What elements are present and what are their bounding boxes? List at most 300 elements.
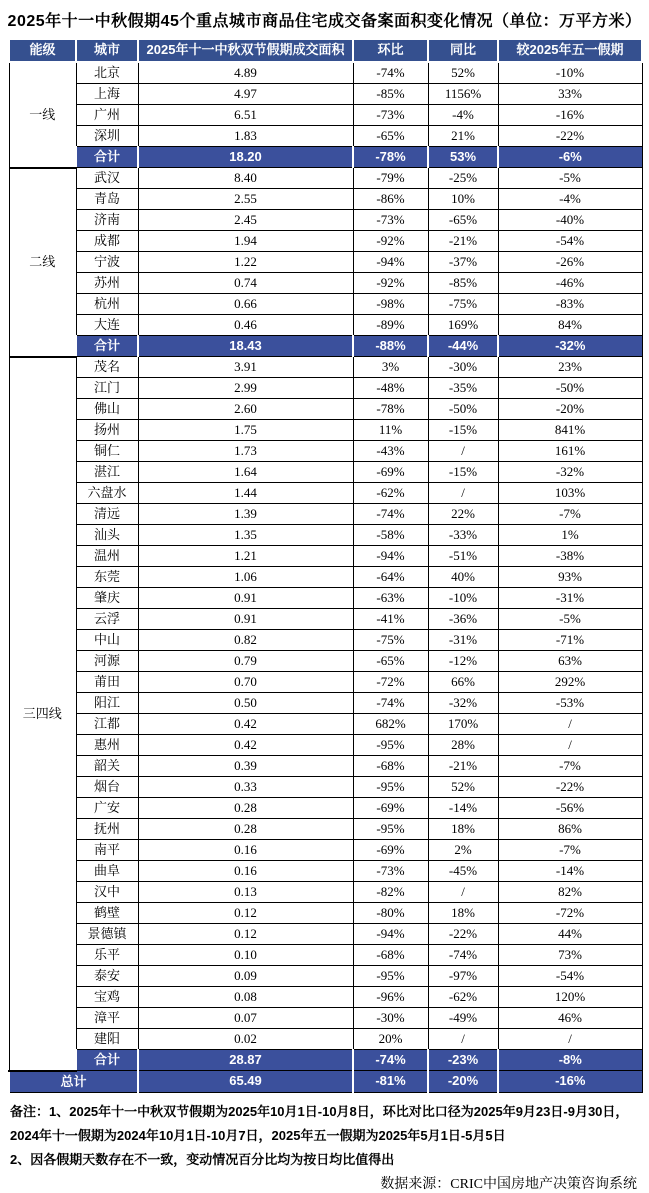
area-cell: 2.55 [138, 189, 353, 210]
area-cell: 0.28 [138, 798, 353, 819]
area-cell: 0.79 [138, 651, 353, 672]
footnotes [10, 1100, 641, 1172]
area-cell: 2.45 [138, 210, 353, 231]
tier-cell: 三四线 [9, 357, 76, 1071]
area-cell: 1.22 [138, 252, 353, 273]
yoy-cell: -15% [428, 462, 498, 483]
table-row [9, 483, 642, 504]
area-cell: 0.10 [138, 945, 353, 966]
header-mom: 环比 [353, 39, 428, 62]
footnote-line: 2、因各假期天数存在不一致，变动情况百分比均为按日均比值得出 [10, 1151, 395, 1167]
data-table [8, 38, 643, 1093]
vs-may-cell: / [498, 735, 642, 756]
mom-cell: -94% [353, 252, 428, 273]
yoy-cell: 21% [428, 126, 498, 147]
city-cell: 深圳 [76, 126, 138, 147]
page-title: 2025年十一中秋假期45个重点城市商品住宅成交备案面积变化情况（单位：万平方米） [7, 13, 642, 30]
table-row [9, 546, 642, 567]
table-row [9, 798, 642, 819]
yoy-cell: 52% [428, 777, 498, 798]
vs-may-cell: -20% [498, 399, 642, 420]
table-body [9, 62, 642, 1092]
yoy-cell: -85% [428, 273, 498, 294]
area-cell: 0.91 [138, 588, 353, 609]
footnote-line: 2024年十一假期为2024年10月1日-10月7日，2025年五一假期为2025年5月1日-5月5日 [10, 1127, 506, 1143]
table-row [9, 777, 642, 798]
vs-may-cell: -14% [498, 861, 642, 882]
area-cell: 1.75 [138, 420, 353, 441]
city-cell: 云浮 [76, 609, 138, 630]
header-vs-may: 较2025年五一假期 [498, 39, 642, 62]
subtotal-row [9, 336, 642, 357]
yoy-cell: 18% [428, 903, 498, 924]
mom-cell: -74% [353, 504, 428, 525]
vs-may-cell: 103% [498, 483, 642, 504]
vs-may-cell: -72% [498, 903, 642, 924]
yoy-cell: -15% [428, 420, 498, 441]
mom-cell: -95% [353, 819, 428, 840]
vs-may-cell: 63% [498, 651, 642, 672]
city-cell: 佛山 [76, 399, 138, 420]
total-mom-cell: -81% [353, 1071, 428, 1093]
table-row [9, 567, 642, 588]
mom-cell: -58% [353, 525, 428, 546]
area-cell: 0.70 [138, 672, 353, 693]
mom-cell: -95% [353, 777, 428, 798]
table-row [9, 1029, 642, 1050]
table-row [9, 62, 642, 84]
yoy-cell: / [428, 483, 498, 504]
table-row [9, 252, 642, 273]
area-cell: 0.91 [138, 609, 353, 630]
header-row [9, 39, 642, 62]
vs-may-cell: / [498, 1029, 642, 1050]
mom-cell: -69% [353, 840, 428, 861]
city-cell: 大连 [76, 315, 138, 336]
mom-cell: -73% [353, 861, 428, 882]
yoy-cell: 40% [428, 567, 498, 588]
mom-cell: -98% [353, 294, 428, 315]
mom-cell: -72% [353, 672, 428, 693]
subtotal-vs-may-cell: -6% [498, 147, 642, 168]
table-row [9, 609, 642, 630]
mom-cell: -92% [353, 231, 428, 252]
yoy-cell: -32% [428, 693, 498, 714]
vs-may-cell: 82% [498, 882, 642, 903]
subtotal-label-cell: 合计 [76, 336, 138, 357]
table-row [9, 168, 642, 189]
vs-may-cell: -53% [498, 693, 642, 714]
yoy-cell: -14% [428, 798, 498, 819]
city-cell: 汉中 [76, 882, 138, 903]
area-cell: 1.39 [138, 504, 353, 525]
header-yoy: 同比 [428, 39, 498, 62]
table-row [9, 231, 642, 252]
yoy-cell: / [428, 1029, 498, 1050]
yoy-cell: -21% [428, 231, 498, 252]
city-cell: 杭州 [76, 294, 138, 315]
table-row [9, 504, 642, 525]
subtotal-label-cell: 合计 [76, 1050, 138, 1071]
area-cell: 4.97 [138, 84, 353, 105]
city-cell: 烟台 [76, 777, 138, 798]
area-cell: 0.09 [138, 966, 353, 987]
table-row [9, 714, 642, 735]
area-cell: 3.91 [138, 357, 353, 378]
yoy-cell: -12% [428, 651, 498, 672]
vs-may-cell: -16% [498, 105, 642, 126]
subtotal-area-cell: 18.20 [138, 147, 353, 168]
vs-may-cell: 46% [498, 1008, 642, 1029]
city-cell: 铜仁 [76, 441, 138, 462]
table-row [9, 399, 642, 420]
area-cell: 8.40 [138, 168, 353, 189]
subtotal-area-cell: 28.87 [138, 1050, 353, 1071]
area-cell: 0.42 [138, 714, 353, 735]
city-cell: 中山 [76, 630, 138, 651]
table-row [9, 945, 642, 966]
table-row [9, 651, 642, 672]
city-cell: 上海 [76, 84, 138, 105]
table-row [9, 273, 642, 294]
table-row [9, 189, 642, 210]
subtotal-vs-may-cell: -32% [498, 336, 642, 357]
area-cell: 1.06 [138, 567, 353, 588]
mom-cell: -74% [353, 693, 428, 714]
vs-may-cell: -46% [498, 273, 642, 294]
vs-may-cell: 33% [498, 84, 642, 105]
mom-cell: -73% [353, 210, 428, 231]
vs-may-cell: -54% [498, 966, 642, 987]
vs-may-cell: 73% [498, 945, 642, 966]
mom-cell: -69% [353, 462, 428, 483]
mom-cell: -80% [353, 903, 428, 924]
area-cell: 0.07 [138, 1008, 353, 1029]
yoy-cell: -35% [428, 378, 498, 399]
yoy-cell: -37% [428, 252, 498, 273]
vs-may-cell: 292% [498, 672, 642, 693]
yoy-cell: -62% [428, 987, 498, 1008]
mom-cell: -94% [353, 546, 428, 567]
header-city: 城市 [76, 39, 138, 62]
area-cell: 0.12 [138, 903, 353, 924]
mom-cell: -85% [353, 84, 428, 105]
area-cell: 1.83 [138, 126, 353, 147]
vs-may-cell: -83% [498, 294, 642, 315]
area-cell: 0.46 [138, 315, 353, 336]
vs-may-cell: 84% [498, 315, 642, 336]
mom-cell: 682% [353, 714, 428, 735]
vs-may-cell: -5% [498, 609, 642, 630]
table-header [9, 39, 642, 62]
city-cell: 抚州 [76, 819, 138, 840]
table-row [9, 819, 642, 840]
area-cell: 0.16 [138, 861, 353, 882]
yoy-cell: -75% [428, 294, 498, 315]
city-cell: 青岛 [76, 189, 138, 210]
vs-may-cell: -4% [498, 189, 642, 210]
area-cell: 1.21 [138, 546, 353, 567]
table-row [9, 903, 642, 924]
vs-may-cell: -54% [498, 231, 642, 252]
table-row [9, 588, 642, 609]
mom-cell: -65% [353, 651, 428, 672]
city-cell: 肇庆 [76, 588, 138, 609]
city-cell: 济南 [76, 210, 138, 231]
yoy-cell: -25% [428, 168, 498, 189]
mom-cell: -96% [353, 987, 428, 1008]
mom-cell: -63% [353, 588, 428, 609]
yoy-cell: 66% [428, 672, 498, 693]
mom-cell: -95% [353, 966, 428, 987]
city-cell: 东莞 [76, 567, 138, 588]
city-cell: 建阳 [76, 1029, 138, 1050]
mom-cell: -94% [353, 924, 428, 945]
yoy-cell: -49% [428, 1008, 498, 1029]
vs-may-cell: -31% [498, 588, 642, 609]
mom-cell: -89% [353, 315, 428, 336]
yoy-cell: -97% [428, 966, 498, 987]
header-tier: 能级 [9, 39, 76, 62]
table-row [9, 84, 642, 105]
city-cell: 莆田 [76, 672, 138, 693]
mom-cell: -75% [353, 630, 428, 651]
mom-cell: -43% [353, 441, 428, 462]
table-row [9, 735, 642, 756]
yoy-cell: 170% [428, 714, 498, 735]
city-cell: 湛江 [76, 462, 138, 483]
area-cell: 0.16 [138, 840, 353, 861]
table-row [9, 210, 642, 231]
yoy-cell: 10% [428, 189, 498, 210]
city-cell: 泰安 [76, 966, 138, 987]
mom-cell: -86% [353, 189, 428, 210]
vs-may-cell: / [498, 714, 642, 735]
area-cell: 0.50 [138, 693, 353, 714]
table-row [9, 105, 642, 126]
city-cell: 武汉 [76, 168, 138, 189]
total-vs-may-cell: -16% [498, 1071, 642, 1093]
yoy-cell: -10% [428, 588, 498, 609]
data-source: 数据来源：CRIC中国房地产决策咨询系统 [380, 1176, 637, 1192]
mom-cell: -68% [353, 945, 428, 966]
vs-may-cell: -7% [498, 504, 642, 525]
yoy-cell: -4% [428, 105, 498, 126]
mom-cell: -82% [353, 882, 428, 903]
vs-may-cell: -38% [498, 546, 642, 567]
city-cell: 景德镇 [76, 924, 138, 945]
city-cell: 六盘水 [76, 483, 138, 504]
vs-may-cell: -5% [498, 168, 642, 189]
table-row [9, 987, 642, 1008]
yoy-cell: 52% [428, 62, 498, 84]
vs-may-cell: -32% [498, 462, 642, 483]
table-row [9, 861, 642, 882]
vs-may-cell: -7% [498, 756, 642, 777]
mom-cell: -74% [353, 62, 428, 84]
city-cell: 曲阜 [76, 861, 138, 882]
vs-may-cell: 1% [498, 525, 642, 546]
area-cell: 0.39 [138, 756, 353, 777]
city-cell: 阳江 [76, 693, 138, 714]
footnote-line: 备注：1、2025年十一中秋双节假期为2025年10月1日-10月8日，环比对比口径为2025年9月23日-9月30日， [10, 1103, 629, 1119]
table-row [9, 966, 642, 987]
city-cell: 苏州 [76, 273, 138, 294]
table-row [9, 1008, 642, 1029]
area-cell: 0.02 [138, 1029, 353, 1050]
total-row [9, 1071, 642, 1093]
subtotal-yoy-cell: -23% [428, 1050, 498, 1071]
yoy-cell: -51% [428, 546, 498, 567]
area-cell: 2.99 [138, 378, 353, 399]
area-cell: 0.28 [138, 819, 353, 840]
area-cell: 1.94 [138, 231, 353, 252]
area-cell: 0.08 [138, 987, 353, 1008]
area-cell: 1.64 [138, 462, 353, 483]
subtotal-mom-cell: -88% [353, 336, 428, 357]
table-row [9, 756, 642, 777]
tier-cell: 一线 [9, 62, 76, 168]
city-cell: 汕头 [76, 525, 138, 546]
subtotal-mom-cell: -78% [353, 147, 428, 168]
city-cell: 江门 [76, 378, 138, 399]
table-row [9, 672, 642, 693]
yoy-cell: 28% [428, 735, 498, 756]
subtotal-mom-cell: -74% [353, 1050, 428, 1071]
yoy-cell: / [428, 882, 498, 903]
vs-may-cell: -7% [498, 840, 642, 861]
header-area: 2025年十一中秋双节假期成交面积 [138, 39, 353, 62]
city-cell: 广安 [76, 798, 138, 819]
area-cell: 0.66 [138, 294, 353, 315]
table-row [9, 693, 642, 714]
table-row [9, 840, 642, 861]
table-row [9, 378, 642, 399]
vs-may-cell: -26% [498, 252, 642, 273]
yoy-cell: -65% [428, 210, 498, 231]
yoy-cell: -45% [428, 861, 498, 882]
mom-cell: -68% [353, 756, 428, 777]
yoy-cell: -30% [428, 357, 498, 378]
mom-cell: -48% [353, 378, 428, 399]
city-cell: 清远 [76, 504, 138, 525]
vs-may-cell: -71% [498, 630, 642, 651]
mom-cell: -65% [353, 126, 428, 147]
yoy-cell: / [428, 441, 498, 462]
mom-cell: -78% [353, 399, 428, 420]
vs-may-cell: -22% [498, 126, 642, 147]
vs-may-cell: -50% [498, 378, 642, 399]
vs-may-cell: 93% [498, 567, 642, 588]
subtotal-row [9, 147, 642, 168]
mom-cell: -73% [353, 105, 428, 126]
area-cell: 0.42 [138, 735, 353, 756]
mom-cell: -41% [353, 609, 428, 630]
yoy-cell: -31% [428, 630, 498, 651]
subtotal-label-cell: 合计 [76, 147, 138, 168]
subtotal-vs-may-cell: -8% [498, 1050, 642, 1071]
yoy-cell: -36% [428, 609, 498, 630]
area-cell: 6.51 [138, 105, 353, 126]
city-cell: 温州 [76, 546, 138, 567]
mom-cell: -62% [353, 483, 428, 504]
area-cell: 0.74 [138, 273, 353, 294]
city-cell: 惠州 [76, 735, 138, 756]
city-cell: 北京 [76, 62, 138, 84]
vs-may-cell: 120% [498, 987, 642, 1008]
city-cell: 河源 [76, 651, 138, 672]
yoy-cell: -33% [428, 525, 498, 546]
yoy-cell: -22% [428, 924, 498, 945]
area-cell: 1.44 [138, 483, 353, 504]
vs-may-cell: 44% [498, 924, 642, 945]
total-label-cell: 总计 [9, 1071, 138, 1093]
area-cell: 0.12 [138, 924, 353, 945]
vs-may-cell: -56% [498, 798, 642, 819]
area-cell: 4.89 [138, 62, 353, 84]
mom-cell: -95% [353, 735, 428, 756]
city-cell: 广州 [76, 105, 138, 126]
vs-may-cell: 23% [498, 357, 642, 378]
total-area-cell: 65.49 [138, 1071, 353, 1093]
city-cell: 韶关 [76, 756, 138, 777]
vs-may-cell: -10% [498, 62, 642, 84]
city-cell: 茂名 [76, 357, 138, 378]
table-row [9, 126, 642, 147]
table-row [9, 315, 642, 336]
subtotal-area-cell: 18.43 [138, 336, 353, 357]
table-row [9, 357, 642, 378]
subtotal-yoy-cell: 53% [428, 147, 498, 168]
city-cell: 南平 [76, 840, 138, 861]
area-cell: 2.60 [138, 399, 353, 420]
mom-cell: -64% [353, 567, 428, 588]
table-row [9, 924, 642, 945]
tier-cell: 二线 [9, 168, 76, 357]
yoy-cell: 169% [428, 315, 498, 336]
city-cell: 江都 [76, 714, 138, 735]
table-row [9, 294, 642, 315]
yoy-cell: 22% [428, 504, 498, 525]
vs-may-cell: -22% [498, 777, 642, 798]
city-cell: 乐平 [76, 945, 138, 966]
city-cell: 漳平 [76, 1008, 138, 1029]
yoy-cell: 1156% [428, 84, 498, 105]
table-row [9, 630, 642, 651]
area-cell: 1.73 [138, 441, 353, 462]
mom-cell: -30% [353, 1008, 428, 1029]
yoy-cell: -74% [428, 945, 498, 966]
vs-may-cell: 161% [498, 441, 642, 462]
vs-may-cell: 86% [498, 819, 642, 840]
city-cell: 宁波 [76, 252, 138, 273]
table-row [9, 420, 642, 441]
area-cell: 1.35 [138, 525, 353, 546]
mom-cell: 11% [353, 420, 428, 441]
subtotal-row [9, 1050, 642, 1071]
city-cell: 扬州 [76, 420, 138, 441]
yoy-cell: -50% [428, 399, 498, 420]
total-yoy-cell: -20% [428, 1071, 498, 1093]
mom-cell: -79% [353, 168, 428, 189]
yoy-cell: 2% [428, 840, 498, 861]
subtotal-yoy-cell: -44% [428, 336, 498, 357]
city-cell: 宝鸡 [76, 987, 138, 1008]
vs-may-cell: 841% [498, 420, 642, 441]
mom-cell: -69% [353, 798, 428, 819]
area-cell: 0.82 [138, 630, 353, 651]
vs-may-cell: -40% [498, 210, 642, 231]
